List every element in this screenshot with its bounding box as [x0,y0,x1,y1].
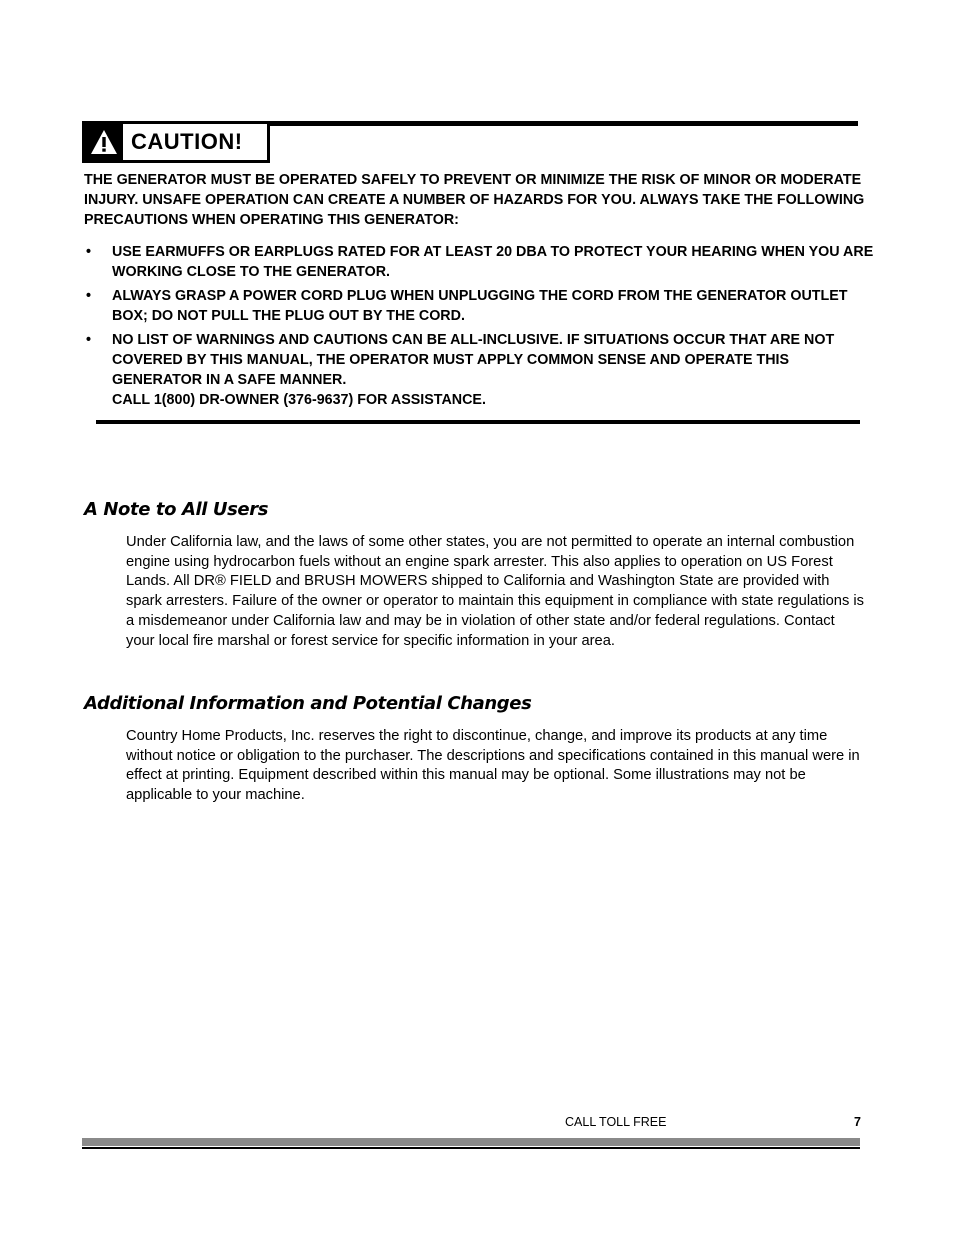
caution-body [84,170,874,414]
caution-bullet-list [84,242,874,410]
additional-body: Country Home Products, Inc. reserves the right to discontinue, change, and improve its products at any time without notice or obligation to the purchaser. The descriptions and specifications contained in this manual were in effect at printing. Equipment described within this manual may be optional. Some illustrations may not be applicable to your machine. [126,728,860,804]
bullet-text: NO LIST OF WARNINGS AND CAUTIONS CAN BE ALL-INCLUSIVE. IF SITUATIONS OCCUR THAT ARE NOT COVERED BY THIS MANUAL, THE OPERATOR MUST APPLY COMMON SENSE AND OPERATE THIS GENERATOR IN A SAFE MANNER. [112,332,835,388]
footer-black-rule [82,1147,860,1149]
bullet-text: ALWAYS GRASP A POWER CORD PLUG WHEN UNPLUGGING THE CORD FROM THE GENERATOR OUTLET BOX; DO NOT PULL THE PLUG OUT BY THE CORD. [112,288,848,324]
warning-triangle-icon [85,124,123,160]
caution-bullet [84,286,874,326]
caution-intro: THE GENERATOR MUST BE OPERATED SAFELY TO PREVENT OR MINIMIZE THE RISK OF MINOR OR MODERATE INJURY. UNSAFE OPERATION CAN CREATE A NUMBER OF HAZARDS FOR YOU. ALWAYS TAKE THE FOLLOWING PRECAUTIONS WHEN OPERATING THIS GENERATOR: [84,172,865,228]
page-number: 7 [854,1115,861,1129]
note-body: Under California law, and the laws of some other states, you are not permitted to operate an internal combustion engine using hydrocarbon fuels without an engine spark arrester. This also applies to operation on US Forest Lands. All DR® FIELD and BRUSH MOWERS shipped to California and Washington State are provided with spark arresters. Failure of the owner or operator to maintain this equipment in compliance with state regulations is a misdemeanor under California law and may be in violation of other state and/or federal regulations. Contact your local fire marshal or forest service for specific information in your area. [126,534,864,649]
additional-heading: Additional Information and Potential Changes [84,693,532,714]
caution-bullet [84,330,874,410]
phone-number: 1(800) DR-OWNER (376-9637) [153,392,354,408]
bullet-icon: • [86,244,92,260]
bullet-icon: • [86,288,92,304]
caution-title: CAUTION! [131,129,243,154]
caution-label-box [82,124,270,163]
bullet-text: USE EARMUFFS OR EARPLUGS RATED FOR AT LEAST 20 DBA TO PROTECT YOUR HEARING WHEN YOU ARE WORKING CLOSE TO THE GENERATOR. [112,244,874,280]
footer-gray-bar [82,1138,860,1146]
caution-bottom-rule [96,420,860,424]
note-heading: A Note to All Users [84,499,269,520]
call-prefix: CALL [112,392,154,408]
caution-bullet [84,242,874,282]
bullet-icon: • [86,332,92,348]
call-suffix: FOR ASSISTANCE. [353,392,486,408]
footer-call-label: CALL TOLL FREE [565,1115,667,1129]
